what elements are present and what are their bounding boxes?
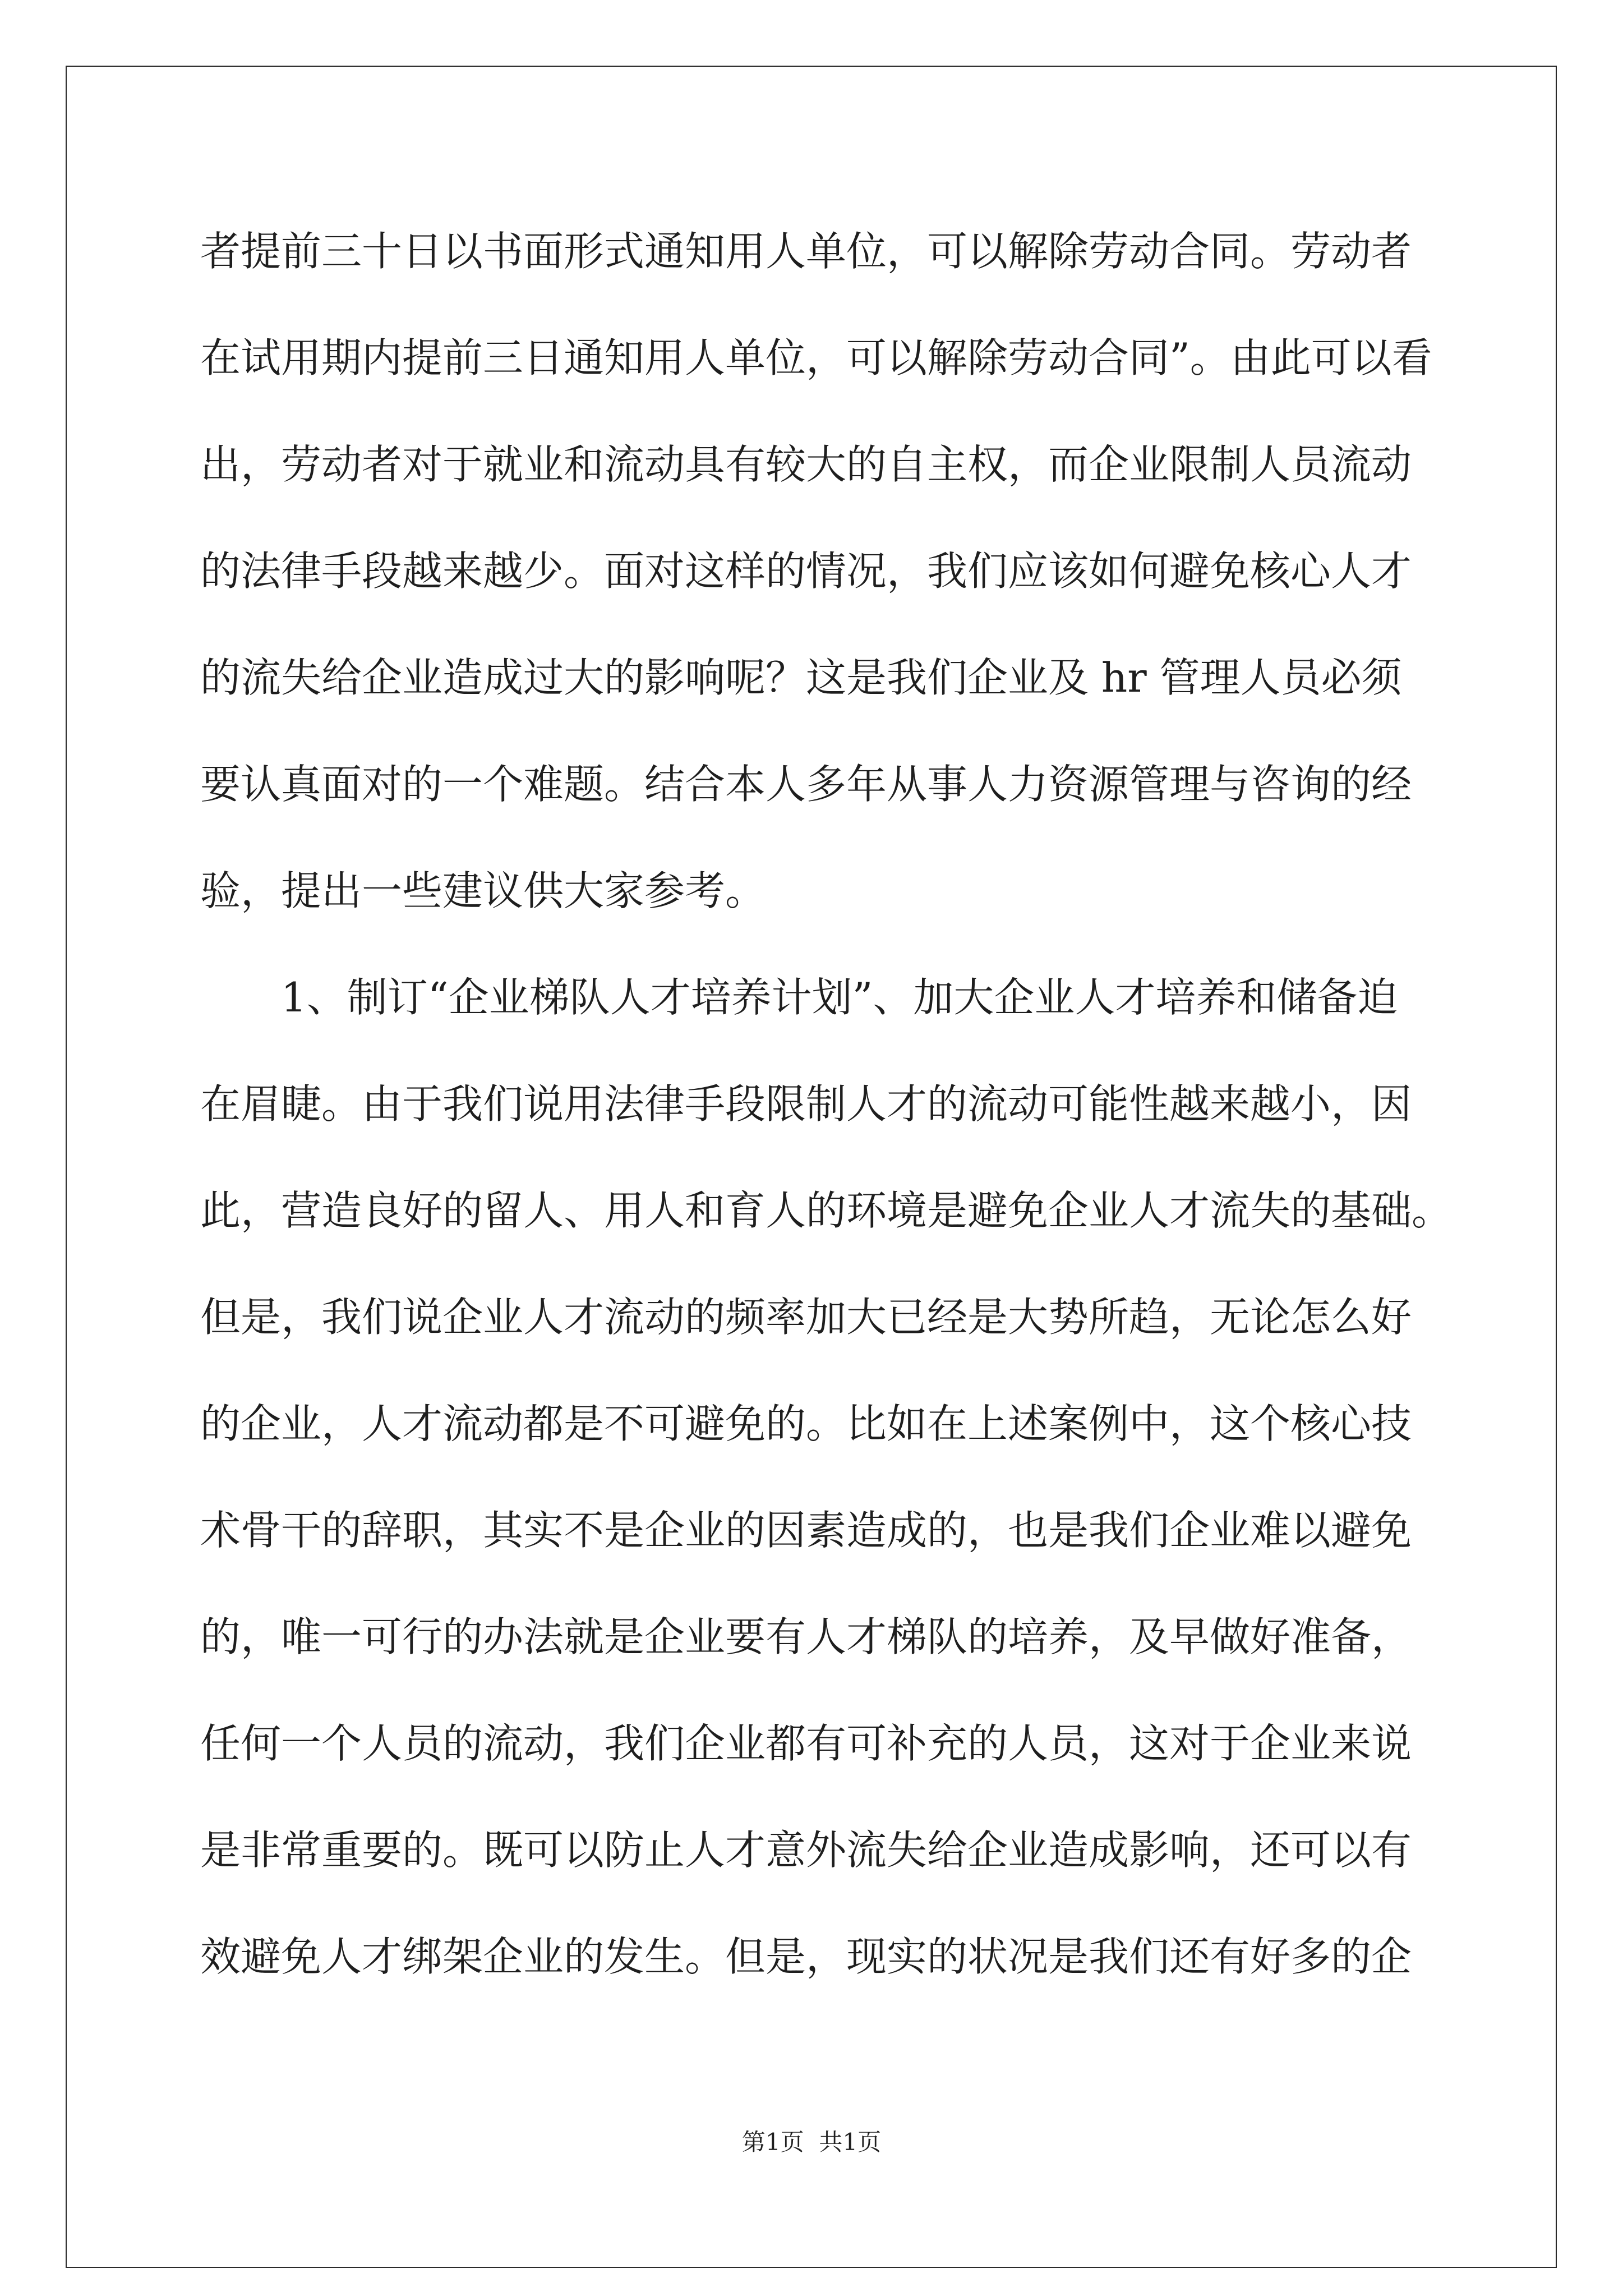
text-line: 效避免人才绑架企业的发生。但是，现实的状况是我们还有好多的企	[200, 1933, 1412, 1980]
text-line: 者提前三十日以书面形式通知用人单位，可以解除劳动合同。劳动者	[200, 228, 1412, 275]
text-line: 的流失给企业造成过大的影响呢？这是我们企业及 hr 管理人员必须	[200, 654, 1402, 701]
text-line: 出，劳动者对于就业和流动具有较大的自主权，而企业限制人员流动	[200, 441, 1412, 488]
text-line: 验，提出一些建议供大家参考。	[200, 867, 766, 914]
text-line: 术骨干的辞职，其实不是企业的因素造成的，也是我们企业难以避免	[200, 1507, 1412, 1554]
text-line: 在眉睫。由于我们说用法律手段限制人才的流动可能性越来越小，因	[200, 1080, 1412, 1128]
text-line: 的法律手段越来越少。面对这样的情况，我们应该如何避免核心人才	[200, 547, 1412, 595]
text-line: 但是，我们说企业人才流动的频率加大已经是大势所趋，无论怎么好	[200, 1294, 1412, 1341]
text-line: 要认真面对的一个难题。结合本人多年从事人力资源管理与咨询的经	[200, 761, 1412, 808]
page-footer: 第1页 共1页	[741, 2128, 882, 2156]
text-line: 的，唯一可行的办法就是企业要有人才梯队的培养，及早做好准备，	[200, 1613, 1412, 1660]
body-text	[200, 198, 1456, 2010]
text-line: 是非常重要的。既可以防止人才意外流失给企业造成影响，还可以有	[200, 1826, 1412, 1874]
text-line: 在试用期内提前三日通知用人单位，可以解除劳动合同”。由此可以看	[200, 334, 1432, 381]
paragraph-first-line: 1、制订“企业梯队人才培养计划”、加大企业人才培养和储备迫	[281, 974, 1398, 1021]
text-line: 的企业，人才流动都是不可避免的。比如在上述案例中，这个核心技	[200, 1400, 1412, 1447]
text-line: 此，营造良好的留人、用人和育人的环境是避免企业人才流失的基础。	[200, 1187, 1453, 1234]
text-line: 任何一个人员的流动，我们企业都有可补充的人员，这对于企业来说	[200, 1720, 1412, 1767]
